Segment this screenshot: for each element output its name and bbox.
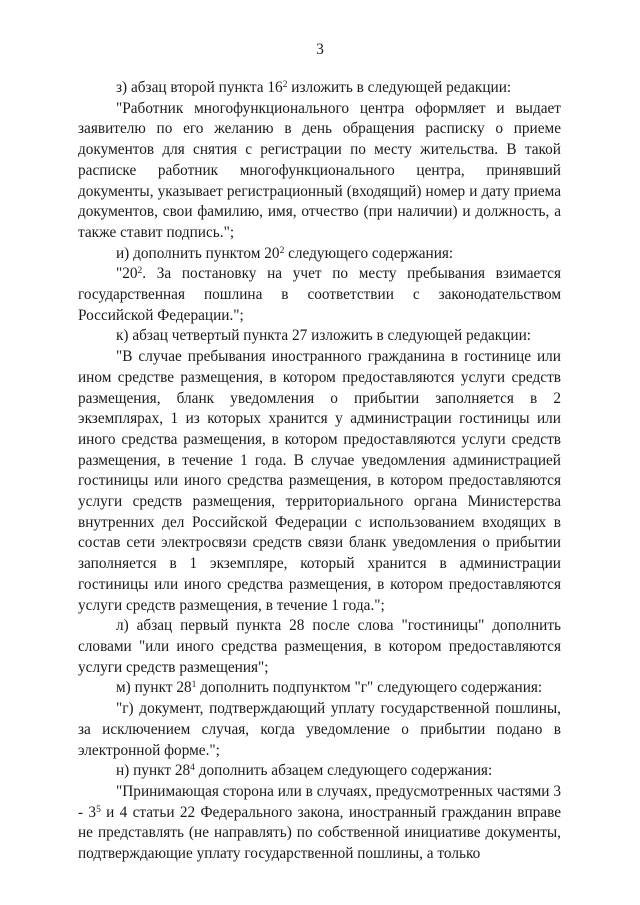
- paragraph-i: и) дополнить пунктом $20^2$ следующего содержания:: [116, 244, 454, 262]
- paragraph-k-text: "В случае пребывания иностранного гражданина в гостинице или ином средстве размещения, в котором предоставляются услуги средств размещения, бланк уведомления о прибытии заполняется в 2 экземплярах, 1 из которых хранится у администрации гостиницы или иного средства размещения, в котором предоставляются услуги средств размещения, в течение 1 года. В случае уведомления администрацией гостиницы или иного средства размещения, в котором предоставляются услуги средств размещения, территориального органа Министерства внутренних дел Российской Федерации с использованием входящих в состав сети электросвязи средств связи бланк уведомления о прибытии заполняется в 1 экземпляре, который хранится в администрации гостиницы или иного средства размещения, в котором предоставляются услуги средств размещения, в течение 1 года.";: [78, 348, 561, 614]
- paragraph-m-text: "г) документ, подтверждающий уплату государственной пошлины, за исключением случая, когда уведомление о прибытии подано в электронной форме.";: [78, 700, 561, 759]
- paragraph-z: з) абзац второй пункта $16^2$ изложить в следующей редакции:: [116, 79, 512, 96]
- paragraph-l: л) абзац первый пункта 28 после слова "гостиницы" дополнить словами "или иного средства размещения, в котором предоставляются услуги средств размещения";: [78, 617, 561, 676]
- paragraph-n: н) пункт $28^4$ дополнить абзацем следующего содержания:: [116, 762, 493, 780]
- paragraph-i-text: "$20^2$. За постановку на учет по месту пребывания взимается государственная пошлина в соответствии с законодательством Российской Федерации.";: [78, 265, 561, 324]
- document-body: [78, 78, 561, 865]
- paragraph-z-text: "Работник многофункционального центра оформляет и выдает заявителю по его желанию в день обращения расписку о приеме документов для снятия с регистрации по месту жительства. В такой расписке работник многофункционального центра, принявший документы, указывает регистрационный (входящий) номер и дату приема документов, свои фамилию, имя, отчество (при наличии) и должность, а также ставит подпись.";: [78, 99, 561, 241]
- paragraph-n-text: "Принимающая сторона или в случаях, предусмотренных частями $3 - 3^5$ и 4 статьи 22 Федерального закона, иностранный гражданин вправе не представлять (не направлять) по собственной инициативе документы, подтверждающие уплату государственной пошлины, а только: [78, 782, 561, 863]
- paragraph-k: к) абзац четвертый пункта 27 изложить в следующей редакции:: [116, 327, 532, 345]
- page-number: 3: [316, 41, 324, 58]
- paragraph-m: м) пункт $28^1$ дополнить подпунктом "г" следующего содержания:: [116, 679, 543, 697]
